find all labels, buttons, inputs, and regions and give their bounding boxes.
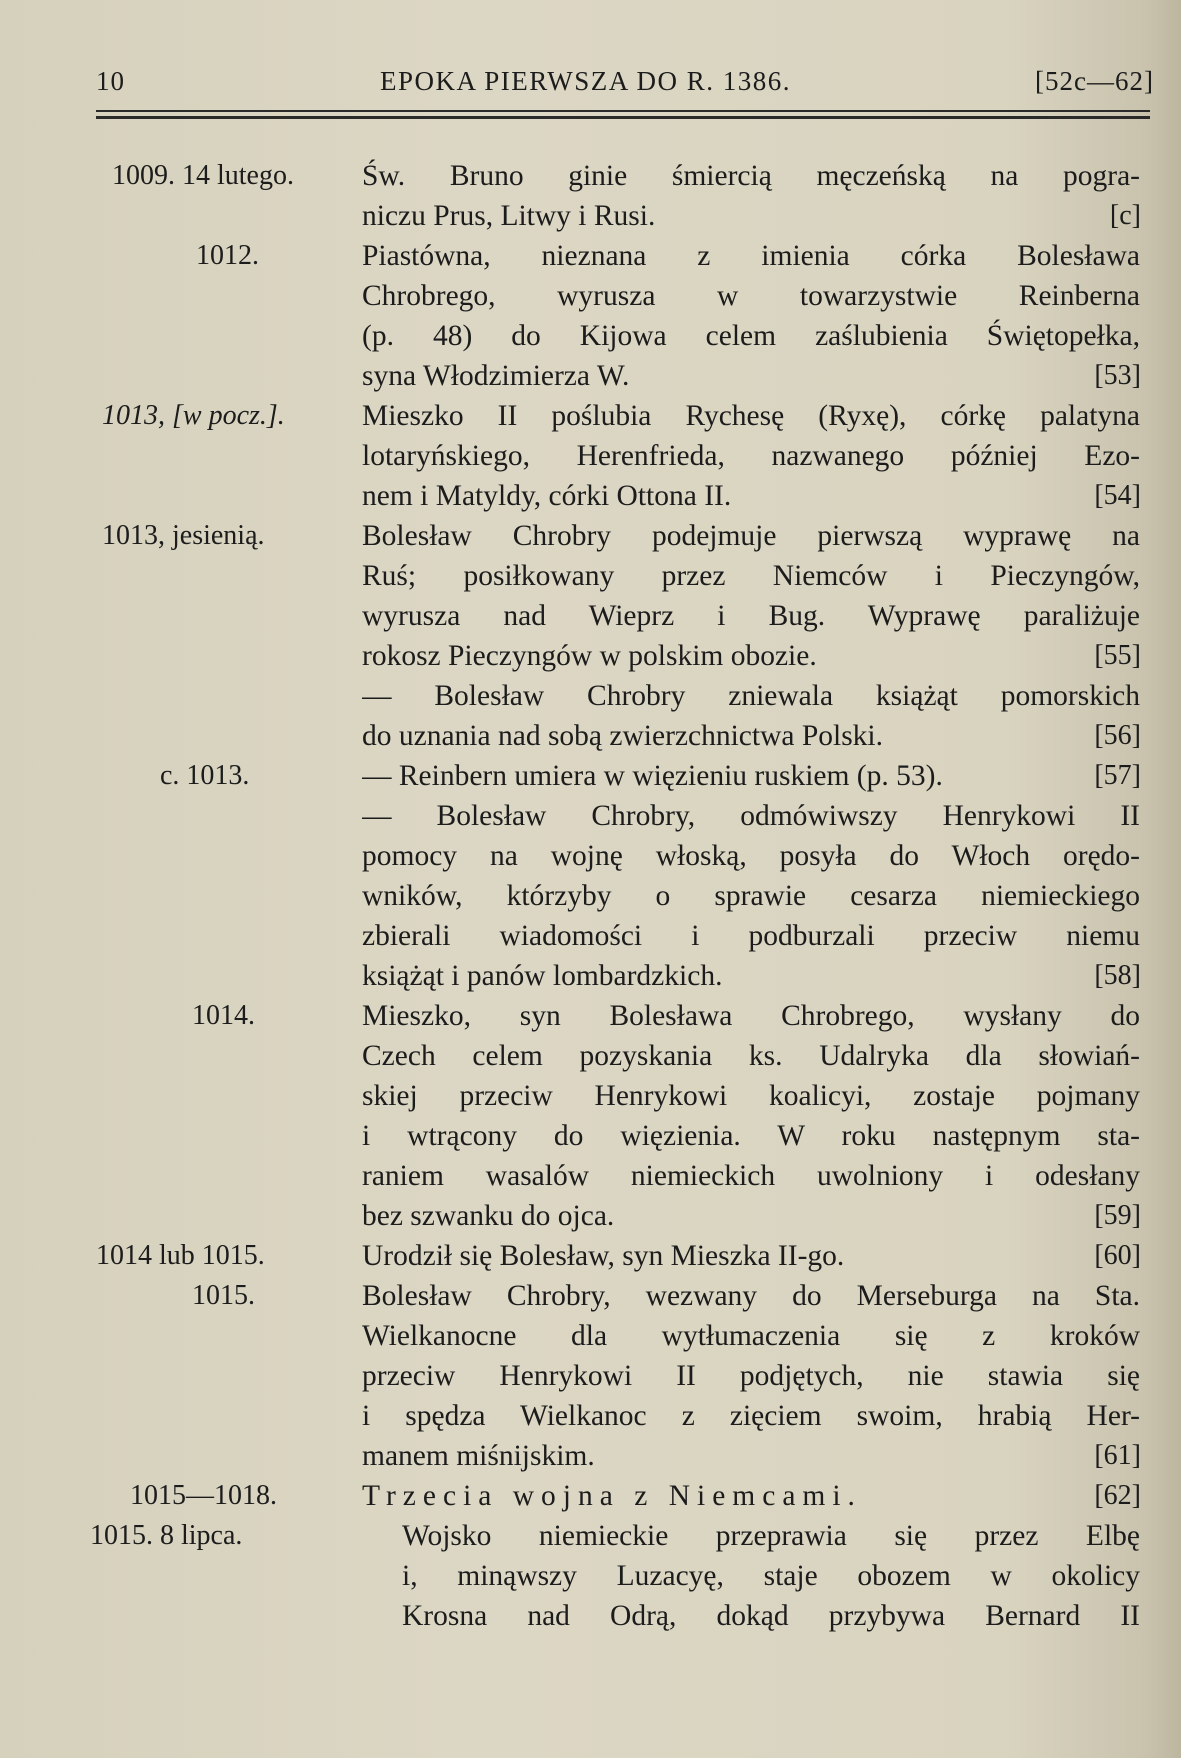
entry-line: — Reinbern umiera w więzieniu ruskiem (p. 53). bbox=[362, 760, 943, 792]
entry-line: pomocy na wojnę włoską, posyła do Włoch orędo- bbox=[362, 840, 1140, 872]
entry-date: 1015—1018. bbox=[130, 1480, 277, 1511]
entry-reference: [53] bbox=[1094, 360, 1141, 391]
entry-line: Mieszko II poślubia Rychesę (Ryxę), córkę palatyna bbox=[362, 400, 1140, 432]
entry-date: 1013, [w pocz.]. bbox=[102, 400, 285, 431]
entry-line: Wojsko niemieckie przeprawia się przez Elbę bbox=[402, 1520, 1140, 1552]
entry-line: Piastówna, nieznana z imienia córka Bolesława bbox=[362, 240, 1140, 272]
entry-line: Mieszko, syn Bolesława Chrobrego, wysłany do bbox=[362, 1000, 1140, 1032]
entry-line: Urodził się Bolesław, syn Mieszka II-go. bbox=[362, 1240, 845, 1272]
entry-line: Krosna nad Odrą, dokąd przybywa Bernard II bbox=[402, 1600, 1140, 1632]
entry-line: Wielkanocne dla wytłumaczenia się z kroków bbox=[362, 1320, 1140, 1352]
entry-line: zbierali wiadomości i podburzali przeciw niemu bbox=[362, 920, 1140, 952]
entry-line: rokosz Pieczyngów w polskim obozie. bbox=[362, 640, 817, 672]
entry-line: przeciw Henrykowi II podjętych, nie stawia się bbox=[362, 1360, 1140, 1392]
entry-line: skiej przeciw Henrykowi koalicyi, zostaje pojmany bbox=[362, 1080, 1140, 1112]
entry-reference: [c] bbox=[1109, 200, 1141, 231]
entry-line: wyrusza nad Wieprz i Bug. Wyprawę paraliżuje bbox=[362, 600, 1140, 632]
entry-reference: [61] bbox=[1094, 1440, 1141, 1471]
entry-date: 1013, jesienią. bbox=[102, 520, 265, 551]
entry-line: manem miśnijskim. bbox=[362, 1440, 595, 1472]
entry-date: 1014 lub 1015. bbox=[96, 1240, 265, 1271]
entry-date: 1015. 8 lipca. bbox=[90, 1520, 243, 1551]
entry-line: Ruś; posiłkowany przez Niemców i Pieczyngów, bbox=[362, 560, 1140, 592]
entry-line: Trzecia wojna z Niemcami. bbox=[362, 1480, 862, 1512]
entry-date: 1009. 14 lutego. bbox=[112, 160, 294, 191]
entry-date: 1012. bbox=[196, 240, 259, 271]
entry-line: (p. 48) do Kijowa celem zaślubienia Świętopełka, bbox=[362, 320, 1140, 352]
entry-reference: [60] bbox=[1094, 1240, 1141, 1271]
entry-line: wników, którzyby o sprawie cesarza niemieckiego bbox=[362, 880, 1140, 912]
entry-line: raniem wasalów niemieckich uwolniony i odesłany bbox=[362, 1160, 1140, 1192]
entry-line: i, minąwszy Luzacyę, staje obozem w okolicy bbox=[402, 1560, 1140, 1592]
entry-line: bez szwanku do ojca. bbox=[362, 1200, 615, 1232]
entry-range: [52c—62] bbox=[1035, 66, 1154, 96]
entry-date: 1014. bbox=[192, 1000, 255, 1031]
entry-reference: [62] bbox=[1094, 1480, 1141, 1511]
entry-reference: [59] bbox=[1094, 1200, 1141, 1231]
entry-line: Bolesław Chrobry, wezwany do Merseburga na Sta. bbox=[362, 1280, 1140, 1312]
page-number: 10 bbox=[96, 66, 125, 96]
entry-line: — Bolesław Chrobry zniewala książąt pomorskich bbox=[362, 680, 1140, 712]
entry-line: Czech celem pozyskania ks. Udalryka dla słowiań- bbox=[362, 1040, 1140, 1072]
entry-line: Bolesław Chrobry podejmuje pierwszą wyprawę na bbox=[362, 520, 1140, 552]
entry-line: Św. Bruno ginie śmiercią męczeńską na pogra- bbox=[362, 160, 1140, 192]
entry-line: do uznania nad sobą zwierzchnictwa Polski. bbox=[362, 720, 884, 752]
entry-reference: [55] bbox=[1094, 640, 1141, 671]
entry-reference: [54] bbox=[1094, 480, 1141, 511]
entry-line: książąt i panów lombardzkich. bbox=[362, 960, 723, 992]
entry-date: 1015. bbox=[192, 1280, 255, 1311]
entry-line: lotaryńskiego, Herenfrieda, nazwanego później Ezo- bbox=[362, 440, 1140, 472]
entry-line: Chrobrego, wyrusza w towarzystwie Reinberna bbox=[362, 280, 1140, 312]
entry-reference: [58] bbox=[1094, 960, 1141, 991]
entry-line: i spędza Wielkanoc z zięciem swoim, hrabią Her- bbox=[362, 1400, 1140, 1432]
entry-reference: [56] bbox=[1094, 720, 1141, 751]
entry-line: niczu Prus, Litwy i Rusi. bbox=[362, 200, 656, 232]
entry-line: syna Włodzimierza W. bbox=[362, 360, 630, 392]
entry-reference: [57] bbox=[1094, 760, 1141, 791]
running-title: EPOKA PIERWSZA DO R. 1386. bbox=[380, 66, 792, 96]
entry-line: i wtrącony do więzienia. W roku następnym sta- bbox=[362, 1120, 1140, 1152]
entry-date: c. 1013. bbox=[160, 760, 250, 791]
entry-line: nem i Matyldy, córki Ottona II. bbox=[362, 480, 732, 512]
entry-line: — Bolesław Chrobry, odmówiwszy Henrykowi II bbox=[362, 800, 1140, 832]
